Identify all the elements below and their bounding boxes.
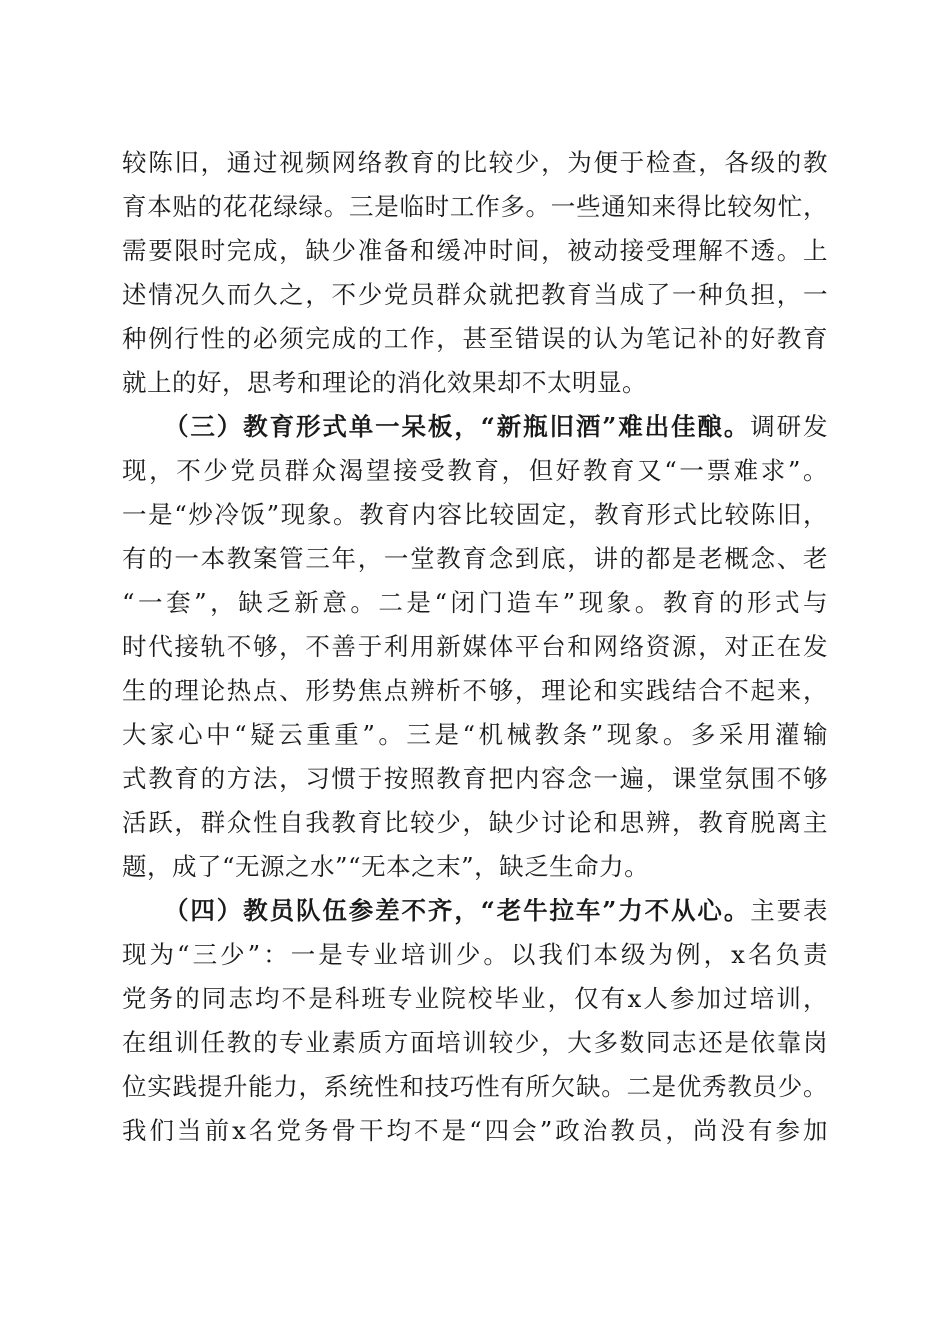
paragraph-line: 述情况久而久之，不少党员群众就把教育当成了一种负担，一 [122,280,828,309]
paragraph-line: “一套”，缺乏新意。二是“闭门造车”现象。教育的形式与 [122,588,828,617]
paragraph-line: 就上的好，思考和理论的消化效果却不太明显。 [122,368,647,397]
paragraph-line: 有的一本教案管三年，一堂教育念到底，讲的都是老概念、老 [122,544,828,573]
paragraph-line: 一是“炒冷饭”现象。教育内容比较固定，教育形式比较陈旧， [122,500,828,529]
paragraph-line: 我们当前x名党务骨干均不是“四会”政治教员，尚没有参加 [122,1116,828,1145]
section-three-first-line [164,412,828,442]
paragraph-line: 现为“三少”：一是专业培训少。以我们本级为例，x名负责 [122,940,828,969]
paragraph-line: 活跃，群众性自我教育比较少，缺少讨论和思辨，教育脱离主 [122,808,828,837]
paragraph-line: 大家心中“疑云重重”。三是“机械教条”现象。多采用灌输 [122,720,828,749]
paragraph-line: 较陈旧，通过视频网络教育的比较少，为便于检查，各级的教 [122,148,828,177]
paragraph-line: 党务的同志均不是科班专业院校毕业，仅有x人参加过培训， [122,984,828,1013]
paragraph-line: 时代接轨不够，不善于利用新媒体平台和网络资源，对正在发 [122,632,828,661]
paragraph-line: 生的理论热点、形势焦点辨析不够，理论和实践结合不起来， [122,676,828,705]
paragraph-line: 种例行性的必须完成的工作，甚至错误的认为笔记补的好教育 [122,324,828,353]
paragraph-line: 需要限时完成，缺少准备和缓冲时间，被动接受理解不透。上 [122,236,828,265]
section-heading-three: （三）教育形式单一呆板，“新瓶旧酒”难出佳酿。 [164,412,751,441]
paragraph-text: 主要表 [750,896,829,925]
paragraph-line: 育本贴的花花绿绿。三是临时工作多。一些通知来得比较匆忙， [122,192,828,221]
section-four-first-line [164,896,828,926]
section-heading-four: （四）教员队伍参差不齐，“老牛拉车”力不从心。 [164,896,751,925]
paragraph-line: 题，成了“无源之水”“无本之末”，缺乏生命力。 [122,852,650,881]
paragraph-line: 位实践提升能力，系统性和技巧性有所欠缺。二是优秀教员少。 [122,1072,828,1101]
paragraph-line: 现，不少党员群众渴望接受教育，但好教育又“一票难求”。 [122,456,828,485]
paragraph-text: 调研发 [750,412,829,441]
paragraph-line: 式教育的方法，习惯于按照教育把内容念一遍，课堂氛围不够 [122,764,828,793]
paragraph-line: 在组训任教的专业素质方面培训较少，大多数同志还是依靠岗 [122,1028,828,1057]
